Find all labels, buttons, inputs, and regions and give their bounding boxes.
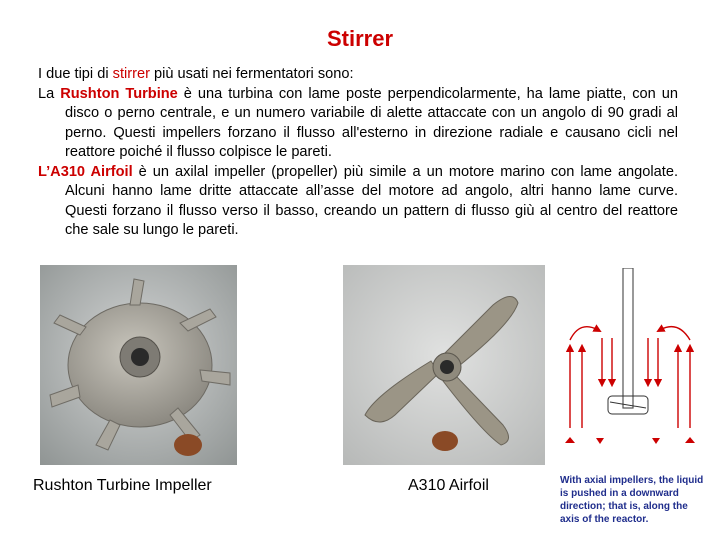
a310-paragraph xyxy=(38,163,678,241)
rushton-lead: La xyxy=(38,85,61,102)
rushton-caption: Rushton Turbine Impeller xyxy=(33,477,212,494)
rushton-term: Rushton Turbine xyxy=(60,85,178,102)
flow-note: With axial impellers, the liquid is pushed in a downward direction; that is, along the axis of the reactor. xyxy=(560,475,704,525)
rushton-description: è una turbina con lame poste perpendicolarmente, ha lame piatte, con un disco o perno centrale, e un numero variabile di alette attaccate con un angolo di 90 gradi al perno. Questi impellers forzano il flusso all'esterno in direzione radiale e causano cicli nel reattore poiché il flusso colpisce le pareti. xyxy=(65,85,678,160)
slide-title: Stirrer xyxy=(326,26,394,51)
a310-caption: A310 Airfoil xyxy=(408,477,489,494)
a310-term: L’A310 Airfoil xyxy=(38,163,133,180)
stirrer-term: stirrer xyxy=(112,66,150,82)
a310-description: è un axilal impeller (propeller) più simile a un motore marino con lame angolate. Alcuni hanno lame dritte attaccate all’asse del motore ad angolo, altri hanno lame curve. Questi forzano il flusso verso il basso, creando un pattern di flusso giù al centro del reattore che sale su lungo le pareti. xyxy=(65,163,678,238)
axial-flow-diagram xyxy=(560,268,710,468)
rushton-turbine-photo xyxy=(40,265,237,465)
a310-airfoil-photo xyxy=(343,265,545,465)
intro-text: I due tipi di xyxy=(38,66,113,82)
intro-tail: più usati nei fermentatori sono: xyxy=(149,66,354,82)
intro-paragraph xyxy=(38,65,678,85)
body-text xyxy=(38,65,678,241)
rushton-paragraph xyxy=(38,85,678,163)
